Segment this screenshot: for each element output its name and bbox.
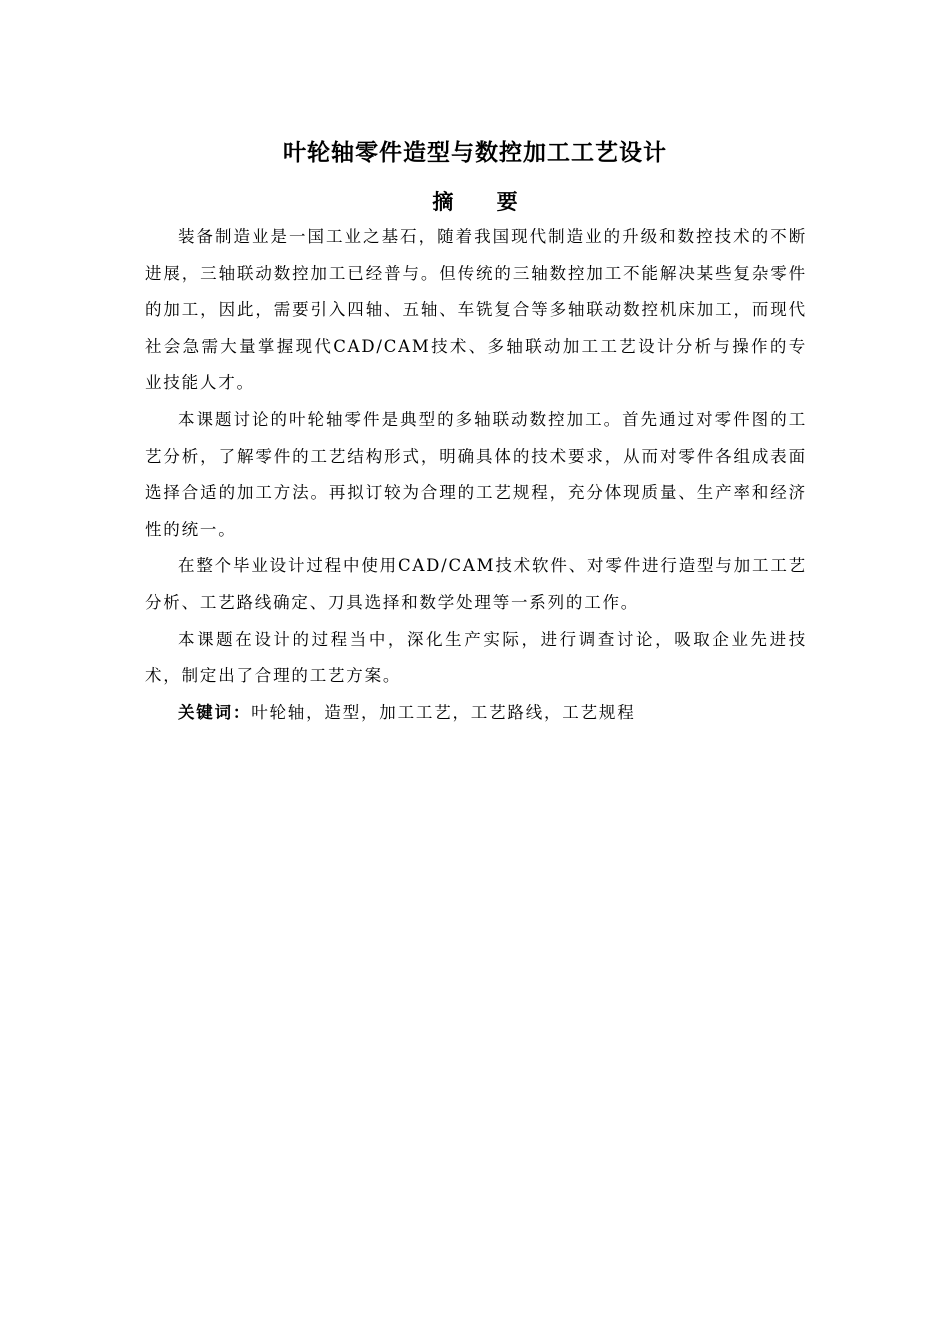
keywords-line xyxy=(145,695,807,732)
keywords-text: 叶轮轴，造型，加工工艺，工艺路线，工艺规程 xyxy=(251,702,636,722)
abstract-paragraph-1: 装备制造业是一国工业之基石，随着我国现代制造业的升级和数控技术的不断进展，三轴联动数控加工已经普与。但传统的三轴数控加工不能解决某些复杂零件的加工，因此，需要引入四轴、五轴、车铣复合等多轴联动数控机床加工，而现代社会急需大量掌握现代CAD/CAM技术、多轴联动加工工艺设计分析与操作的专业技能人才。 xyxy=(145,227,807,393)
document-title: 叶轮轴零件造型与数控加工工艺设计 xyxy=(283,139,667,166)
keywords-label: 关键词： xyxy=(178,702,252,722)
abstract-paragraph-4: 本课题在设计的过程当中，深化生产实际，进行调查讨论，吸取企业先进技术，制定出了合理的工艺方案。 xyxy=(145,629,807,686)
abstract-body xyxy=(145,219,807,731)
abstract-paragraph-2: 本课题讨论的叶轮轴零件是典型的多轴联动数控加工。首先通过对零件图的工艺分析，了解零件的工艺结构形式，明确具体的技术要求，从而对零件各组成表面选择合适的加工方法。再拟订较为合理的工艺规程，充分体现质量、生产率和经济性的统一。 xyxy=(145,409,807,539)
abstract-paragraph-3: 在整个毕业设计过程中使用CAD/CAM技术软件、对零件进行造型与加工工艺分析、工艺路线确定、刀具选择和数学处理等一系列的工作。 xyxy=(145,556,807,612)
abstract-heading: 摘 要 xyxy=(432,189,536,214)
